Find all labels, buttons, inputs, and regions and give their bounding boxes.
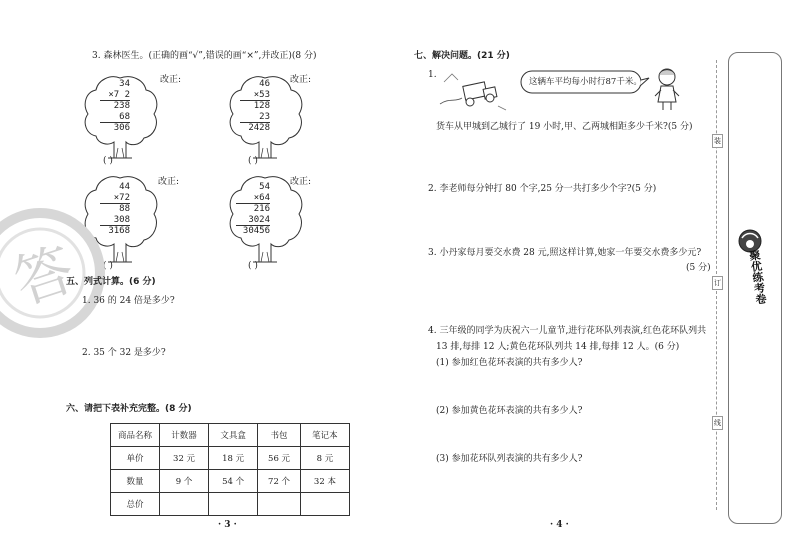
- section5-q2: 2. 35 个 32 是多少?: [82, 348, 166, 358]
- table-row: [111, 424, 350, 447]
- table-cell-input[interactable]: [209, 493, 258, 516]
- page-number-right: · 4 ·: [550, 520, 569, 530]
- table-row: [111, 493, 350, 516]
- q4-line2: 13 排,每排 12 人;黄色花环队列共 14 排,每排 12 人。(6 分): [436, 342, 680, 352]
- table-cell: 单价: [111, 447, 160, 470]
- answer-paren-3[interactable]: ( ): [103, 261, 113, 271]
- truck-illustration-icon: [438, 68, 508, 114]
- section7-title: 七、解决问题。(21 分): [414, 51, 510, 61]
- q4-line1: 4. 三年级的同学为庆祝六一儿童节,进行花环队列表演,红色花环队列共: [428, 326, 707, 336]
- table-cell: 总价: [111, 493, 160, 516]
- table-cell: 数量: [111, 470, 160, 493]
- q3-title: 3. 森林医生。(正确的画“√”,错误的画“×”,并改正)(8 分): [92, 51, 317, 61]
- binding-mark: 订: [712, 276, 723, 290]
- correct-label-4: 改正:: [290, 177, 312, 187]
- goods-table: [110, 423, 350, 516]
- calc-2: 46 ×53 128 23 2428: [240, 79, 270, 134]
- correct-label-2: 改正:: [290, 75, 312, 85]
- table-cell-input[interactable]: [300, 493, 349, 516]
- q4-sub3: (3) 参加花环队列表演的共有多少人?: [436, 454, 583, 464]
- table-cell: 计数器: [160, 424, 209, 447]
- q1-number: 1.: [428, 70, 437, 80]
- answer-paren-2[interactable]: ( ): [248, 156, 258, 166]
- table-cell-input[interactable]: [160, 493, 209, 516]
- binding-mark: 装: [712, 134, 723, 148]
- table-row: [111, 470, 350, 493]
- table-cell: 9 个: [160, 470, 209, 493]
- table-cell: 笔记本: [300, 424, 349, 447]
- page-number-left: · 3 ·: [218, 520, 237, 530]
- answer-paren-4[interactable]: ( ): [248, 261, 258, 271]
- table-cell: 72 个: [258, 470, 301, 493]
- table-cell: 32 本: [300, 470, 349, 493]
- table-row: [111, 447, 350, 470]
- q4-sub2: (2) 参加黄色花环表演的共有多少人?: [436, 406, 583, 416]
- section5-q1: 1. 36 的 24 倍是多少?: [82, 296, 175, 306]
- brand-title: 聚优练考卷: [747, 248, 768, 306]
- table-cell: 32 元: [160, 447, 209, 470]
- table-cell: 54 个: [209, 470, 258, 493]
- table-cell: 8 元: [300, 447, 349, 470]
- binding-mark: 线: [712, 416, 723, 430]
- q2-text: 2. 李老师每分钟打 80 个字,25 分一共打多少个字?(5 分): [428, 184, 657, 194]
- section5-title: 五、列式计算。(6 分): [66, 277, 156, 287]
- calc-3: 44 ×72 88 308 3168: [100, 182, 130, 237]
- table-cell: 文具盒: [209, 424, 258, 447]
- calc-1: 34 ×7 2 238 68 306: [100, 79, 130, 134]
- stamp-watermark: [0, 205, 110, 345]
- svg-text:答: 答: [6, 234, 83, 318]
- table-cell: 18 元: [209, 447, 258, 470]
- table-cell-input[interactable]: [258, 493, 301, 516]
- q3-text: 3. 小丹家每月要交水费 28 元,照这样计算,她家一年要交水费多少元?: [428, 248, 702, 258]
- table-cell: 56 元: [258, 447, 301, 470]
- girl-figure-icon: [652, 66, 682, 112]
- q4-sub1: (1) 参加红色花环表演的共有多少人?: [436, 358, 583, 368]
- table-cell: 商品名称: [111, 424, 160, 447]
- table-cell: 书包: [258, 424, 301, 447]
- calc-4: 54 ×64 216 3024 30456: [236, 182, 270, 237]
- section6-title: 六、请把下表补充完整。(8 分): [66, 404, 192, 414]
- answer-paren-1[interactable]: ( ): [103, 156, 113, 166]
- correct-label-3: 改正:: [158, 177, 180, 187]
- correct-label-1: 改正:: [160, 75, 182, 85]
- speech-bubble-text: 这辆车平均每小时行87千米。: [529, 77, 642, 87]
- q1-text: 货车从甲城到乙城行了 19 小时,甲、乙两城相距多少千米?(5 分): [436, 122, 693, 132]
- q3-score: (5 分): [686, 263, 711, 273]
